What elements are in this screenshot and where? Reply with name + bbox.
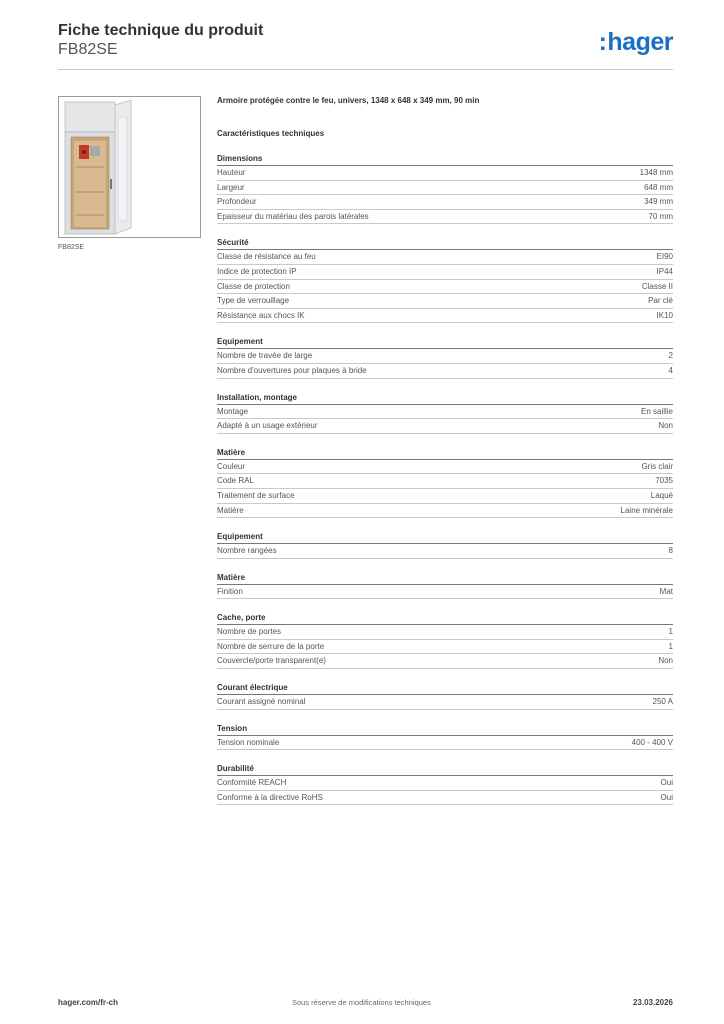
spec-row xyxy=(217,364,673,379)
spec-section xyxy=(217,152,673,224)
product-description: Armoire protégée contre le feu, univers, 1348 x 648 x 349 mm, 90 min xyxy=(217,96,480,105)
spec-value: Laqué xyxy=(650,490,673,500)
spec-row xyxy=(217,695,673,710)
section-title: Installation, montage xyxy=(217,391,673,405)
spec-row xyxy=(217,419,673,434)
characteristics-heading: Caractéristiques techniques xyxy=(217,129,325,138)
section-title: Sécurité xyxy=(217,236,673,250)
spec-label: Conformité REACH xyxy=(217,778,287,788)
spec-value: 1348 mm xyxy=(639,168,673,177)
spec-row xyxy=(217,585,673,600)
fire-cabinet-illustration-icon xyxy=(59,97,200,237)
spec-row xyxy=(217,309,673,324)
spec-value: Oui xyxy=(660,778,673,788)
spec-row xyxy=(217,166,673,181)
spec-value: Non xyxy=(658,421,673,431)
spec-label: Couvercle/porte transparent(e) xyxy=(217,656,326,666)
section-title: Durabilité xyxy=(217,762,673,776)
spec-row xyxy=(217,474,673,489)
spec-label: Largeur xyxy=(217,182,245,192)
spec-label: Classe de protection xyxy=(217,281,290,291)
spec-value: 8 xyxy=(668,546,673,556)
spec-section xyxy=(217,391,673,434)
spec-row xyxy=(217,776,673,791)
footer-date: 23.03.2026 xyxy=(632,998,673,1007)
spec-label: Nombre de portes xyxy=(217,627,282,637)
spec-row xyxy=(217,791,673,806)
header-divider xyxy=(58,69,673,70)
spec-value: 250 A xyxy=(652,697,673,707)
section-title: Matière xyxy=(217,571,673,585)
spec-value: 400 - 400 V xyxy=(631,737,673,747)
spec-value: IP44 xyxy=(656,266,673,276)
spec-row xyxy=(217,405,673,420)
footer-website: hager.com/fr-ch xyxy=(58,998,119,1007)
spec-row xyxy=(217,280,673,295)
spec-label: Nombre de serrure de la porte xyxy=(217,641,325,651)
section-title: Tension xyxy=(217,722,673,736)
spec-row xyxy=(217,654,673,669)
spec-row xyxy=(217,489,673,504)
spec-label: Tension nominale xyxy=(217,737,280,747)
section-title: Equipement xyxy=(217,530,673,544)
spec-value: 648 mm xyxy=(644,182,673,192)
spec-row xyxy=(217,544,673,559)
spec-label: Matière xyxy=(217,505,244,515)
spec-label: Code RAL xyxy=(217,476,254,486)
spec-value: 1 xyxy=(668,641,673,651)
spec-row xyxy=(217,294,673,309)
spec-panel xyxy=(217,94,673,805)
spec-label: Couleur xyxy=(217,461,246,471)
spec-row xyxy=(217,504,673,519)
logo-text: hager xyxy=(607,28,673,56)
spec-section xyxy=(217,571,673,600)
spec-value: 349 mm xyxy=(644,197,673,207)
spec-sections xyxy=(217,152,673,805)
section-title: Cache, porte xyxy=(217,611,673,625)
section-title: Dimensions xyxy=(217,152,673,166)
spec-row xyxy=(217,181,673,196)
spec-section xyxy=(217,446,673,518)
spec-label: Nombre d'ouvertures pour plaques à bride xyxy=(217,365,367,375)
spec-value: Non xyxy=(658,656,673,666)
spec-label: Epaisseur du matériau des parois latérales xyxy=(217,211,369,221)
spec-value: Gris clair xyxy=(641,461,673,471)
spec-row xyxy=(217,250,673,265)
spec-section xyxy=(217,762,673,805)
spec-section xyxy=(217,681,673,710)
section-title: Matière xyxy=(217,446,673,460)
product-reference: FB82SE xyxy=(58,41,118,58)
page-title: Fiche technique du produit xyxy=(58,22,264,39)
spec-label: Conforme à la directive RoHS xyxy=(217,792,323,802)
product-image-caption: FB82SE xyxy=(58,244,85,251)
footer-notice: Sous réserve de modifications techniques xyxy=(292,998,431,1007)
spec-label: Hauteur xyxy=(217,168,246,177)
spec-label: Finition xyxy=(217,586,243,596)
spec-label: Traitement de surface xyxy=(217,490,295,500)
spec-label: Résistance aux chocs IK xyxy=(217,310,305,320)
spec-label: Courant assigné nominal xyxy=(217,697,306,707)
spec-section xyxy=(217,335,673,378)
spec-value: IK10 xyxy=(656,310,673,320)
spec-row xyxy=(217,460,673,475)
spec-label: Indice de protection IP xyxy=(217,266,297,276)
logo-mark-icon: : xyxy=(598,28,607,56)
spec-value: Oui xyxy=(660,792,673,802)
spec-value: Mat xyxy=(659,586,673,596)
spec-value: EI90 xyxy=(656,252,673,262)
spec-row xyxy=(217,195,673,210)
spec-value: 1 xyxy=(668,627,673,637)
spec-value: Laine minérale xyxy=(620,505,673,515)
spec-label: Type de verrouillage xyxy=(217,296,290,306)
product-image xyxy=(58,96,201,238)
spec-section xyxy=(217,722,673,751)
spec-label: Montage xyxy=(217,406,249,416)
spec-row xyxy=(217,210,673,225)
spec-value: 70 mm xyxy=(648,211,673,221)
spec-row xyxy=(217,349,673,364)
spec-row xyxy=(217,640,673,655)
section-title: Courant électrique xyxy=(217,681,673,695)
spec-value: En saillie xyxy=(640,406,673,416)
spec-value: 2 xyxy=(668,351,673,361)
spec-row xyxy=(217,625,673,640)
section-title: Equipement xyxy=(217,335,673,349)
spec-value: 7035 xyxy=(655,476,673,486)
page-header xyxy=(58,22,673,70)
spec-label: Classe de résistance au feu xyxy=(217,252,316,262)
spec-row xyxy=(217,265,673,280)
spec-label: Nombre de travée de large xyxy=(217,351,313,361)
spec-label: Nombre rangées xyxy=(217,546,277,556)
spec-section xyxy=(217,236,673,323)
spec-section xyxy=(217,611,673,669)
spec-label: Adapté à un usage extérieur xyxy=(217,421,318,431)
spec-value: Classe II xyxy=(641,281,673,291)
spec-label: Profondeur xyxy=(217,197,257,207)
hager-logo xyxy=(599,28,673,56)
spec-section xyxy=(217,530,673,559)
spec-value: Par clé xyxy=(648,296,673,306)
spec-value: 4 xyxy=(668,365,673,375)
spec-row xyxy=(217,736,673,751)
